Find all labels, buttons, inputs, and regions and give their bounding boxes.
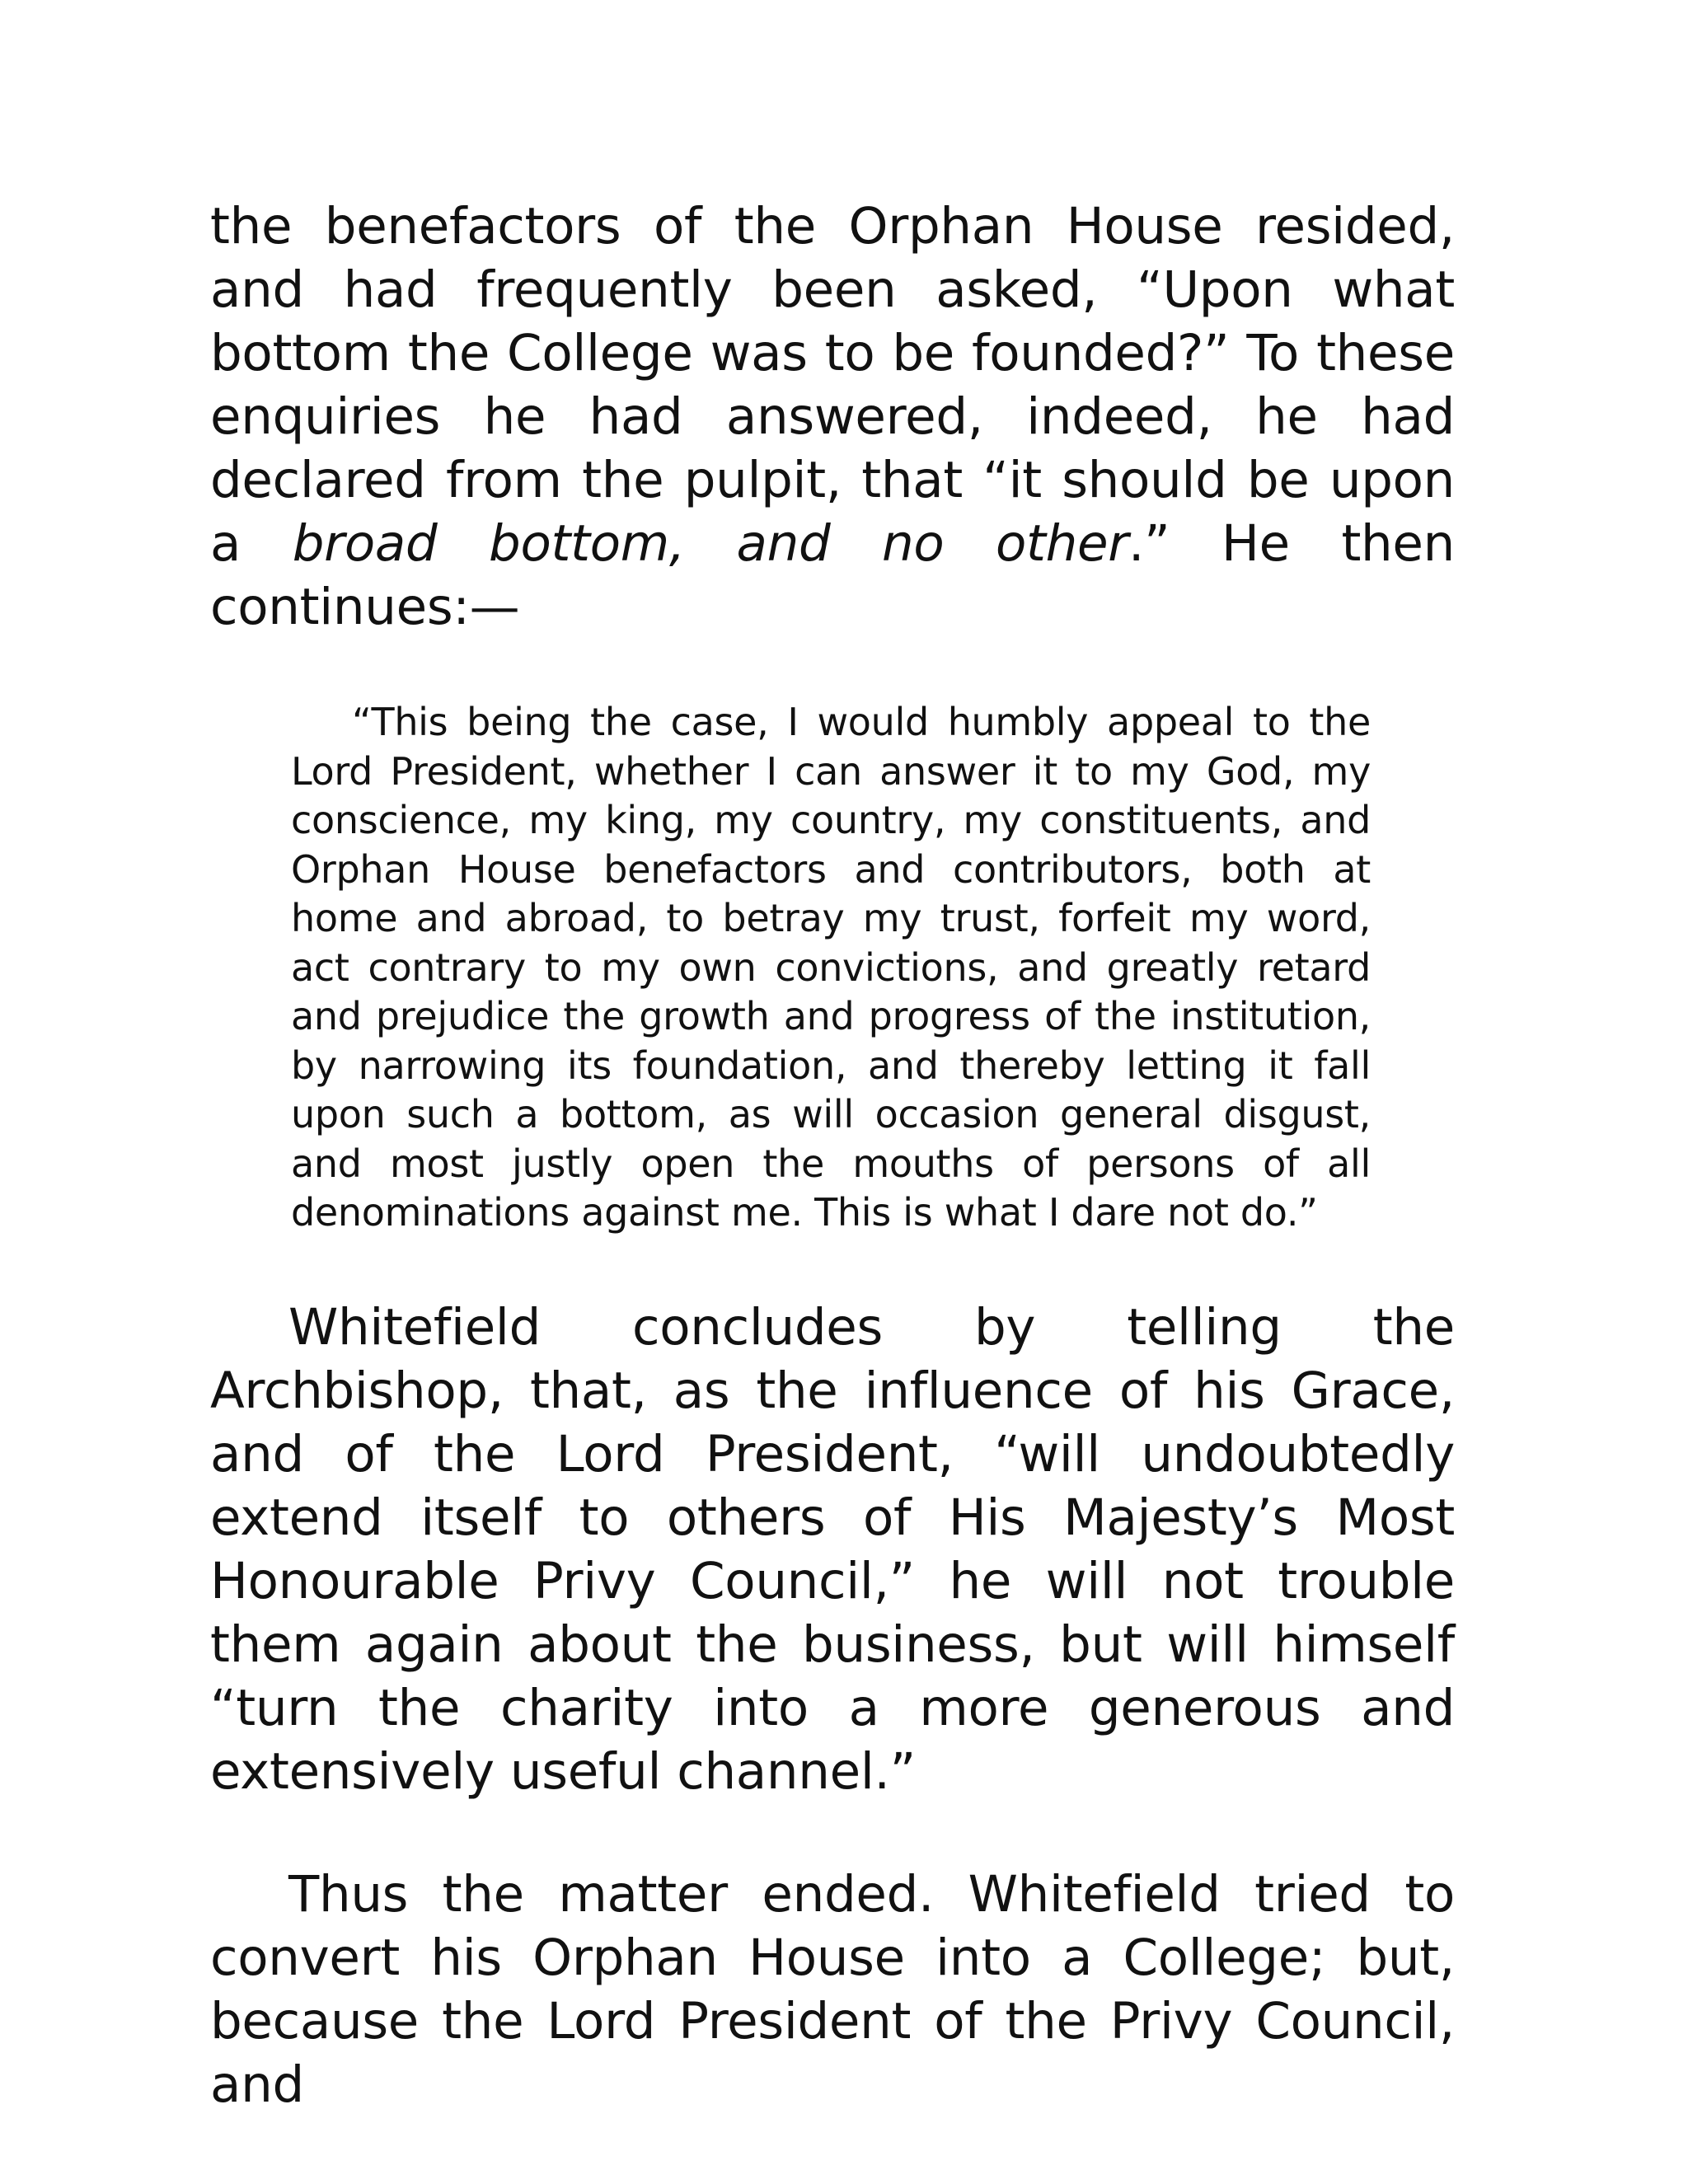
block-quote: “This being the case, I would humbly appeal to the Lord President, whether I can answer it to my God, my conscience, my king, my country, my constituents, and Orphan House benefactors and contributors, both at home and abroad, to betray my trust, forfeit my word, act contrary to my own convictions, and greatly retard and prejudice the growth and progress of the institution, by narrowing its foundation, and thereby letting it fall upon such a bottom, as will occasion general disgust, and most justly open the mouths of persons of all denominations against me. This is what I dare not do.” [291,700,1371,1235]
page-text-body [210,194,1455,2116]
paragraph-text: the benefactors of the Orphan House resided, and had frequently been asked, “Upon what bottom the College was to be founded?” To these enquiries he had answered, indeed, he had declared from the pulpit, that “it should be upon a [210,197,1455,573]
paragraph-whitefield-concludes: Whitefield concludes by telling the Archbishop, that, as the influence of his Grace, and of the Lord President, “will undoubtedly extend itself to others of His Majesty’s Most Honourable Privy Council,” he will not trouble them again about the business, but will himself “turn the charity into a more generous and extensively useful channel.” [210,1297,1455,1801]
paragraph-text-end: .” He then continues:— [210,514,1456,636]
paragraph-continuation [210,194,1455,639]
paragraph-matter-ended: Thus the matter ended. Whitefield tried to convert his Orphan House into a College; but, because the Lord President of the Privy Council, and [210,1864,1455,2114]
emphasized-text: broad bottom, and no other [292,514,1129,573]
